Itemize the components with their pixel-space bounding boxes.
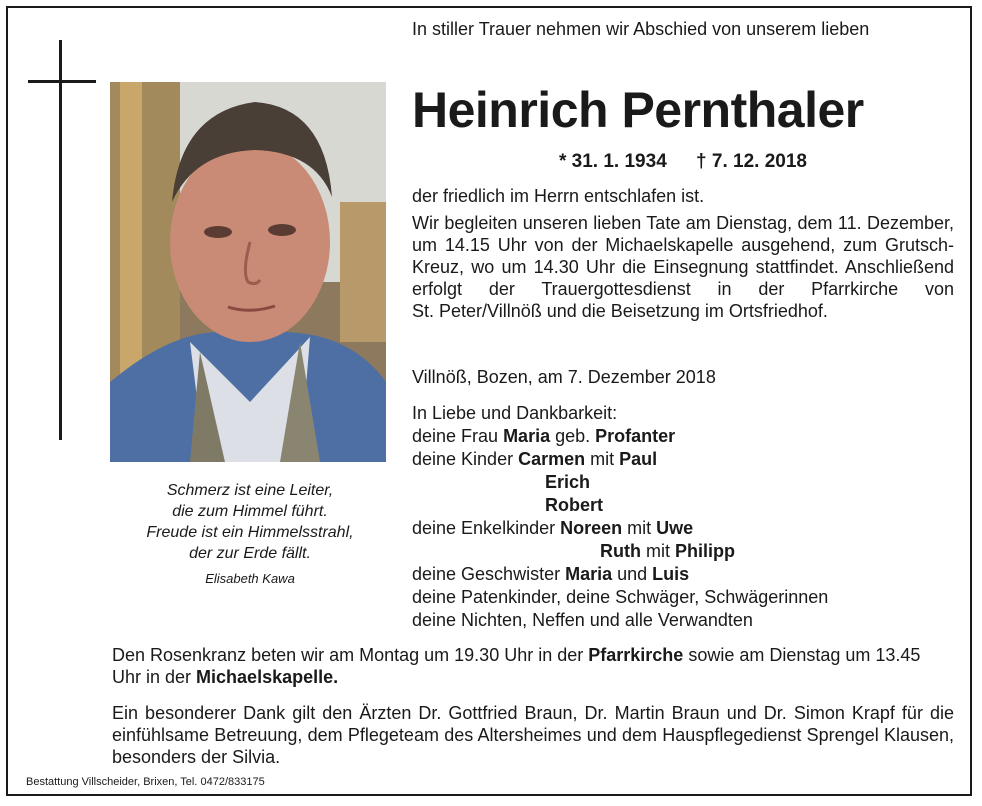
passed-text: der friedlich im Herrn entschlafen ist. — [412, 186, 705, 206]
place-date: Villnöß, Bozen, am 7. Dezember 2018 — [412, 367, 716, 387]
quote-author: Elisabeth Kawa — [205, 571, 295, 586]
quote — [100, 480, 400, 589]
family-grandchildren: deine Enkelkinder Noreen mit Uwe — [412, 518, 694, 538]
quote-line: Freude ist ein Himmelsstrahl, — [146, 524, 354, 541]
funeral-text: Wir begleiten unseren lieben Tate am Dienstag, dem 11. Dezember, um 14.15 Uhr von der Michaelskapelle ausgehend, zum Grutsch-Kreuz, wo um 14.30 Uhr die Einsegnung stattfindet. Anschließend erfolgt der Trauergottesdienst in der Pfarrkirche von — [412, 213, 954, 299]
quote-line: Schmerz ist eine Leiter, — [166, 482, 334, 499]
funeral-home-contact: Bestattung Villscheider, Brixen, Tel. 0472/833175 — [26, 776, 265, 788]
family-wife: deine Frau Maria geb. Profanter — [412, 426, 676, 446]
thanks-text: Ein besonderer Dank gilt den Ärzten Dr. Gottfried Braun, Dr. Martin Braun und Dr. Simon Krapf für die einfühlsame Betreuung, dem Pflegeteam des Altersheimes und dem Hauspflegedienst Sprengel Klausen, besonders der Silvia. — [112, 703, 954, 767]
quote-line: der zur Erde fällt. — [189, 545, 311, 562]
deceased-name: Heinrich Pernthaler — [412, 82, 864, 138]
birth-date: * 31. 1. 1934 — [559, 151, 667, 172]
family-godchildren: deine Patenkinder, deine Schwäger, Schwägerinnen — [412, 587, 829, 607]
funeral-details — [412, 212, 954, 322]
funeral-text-end: St. Peter/Villnöß und die Beisetzung im Ortsfriedhof. — [412, 301, 828, 321]
intro-text: In stiller Trauer nehmen wir Abschied von unserem lieben — [412, 19, 870, 39]
quote-line: die zum Himmel führt. — [172, 503, 328, 520]
family-grandchild: Ruth mit Philipp — [600, 541, 735, 561]
death-date: † 7. 12. 2018 — [696, 151, 807, 172]
portrait-photo — [110, 82, 386, 462]
life-dates — [412, 150, 954, 174]
family-child: Robert — [545, 495, 603, 515]
family-relatives: deine Nichten, Neffen und alle Verwandten — [412, 610, 753, 630]
family-children: deine Kinder Carmen mit Paul — [412, 449, 658, 469]
family-child: Erich — [545, 472, 591, 492]
rosary-text: Den Rosenkranz beten wir am Montag um 19.30 Uhr in der Pfarrkirche sowie am Dienstag um 13.45 Uhr in der Michaelskapelle. — [112, 645, 921, 687]
family-siblings: deine Geschwister Maria und Luis — [412, 564, 690, 584]
family-heading: In Liebe und Dankbarkeit: — [412, 403, 618, 423]
family-list — [412, 402, 954, 632]
